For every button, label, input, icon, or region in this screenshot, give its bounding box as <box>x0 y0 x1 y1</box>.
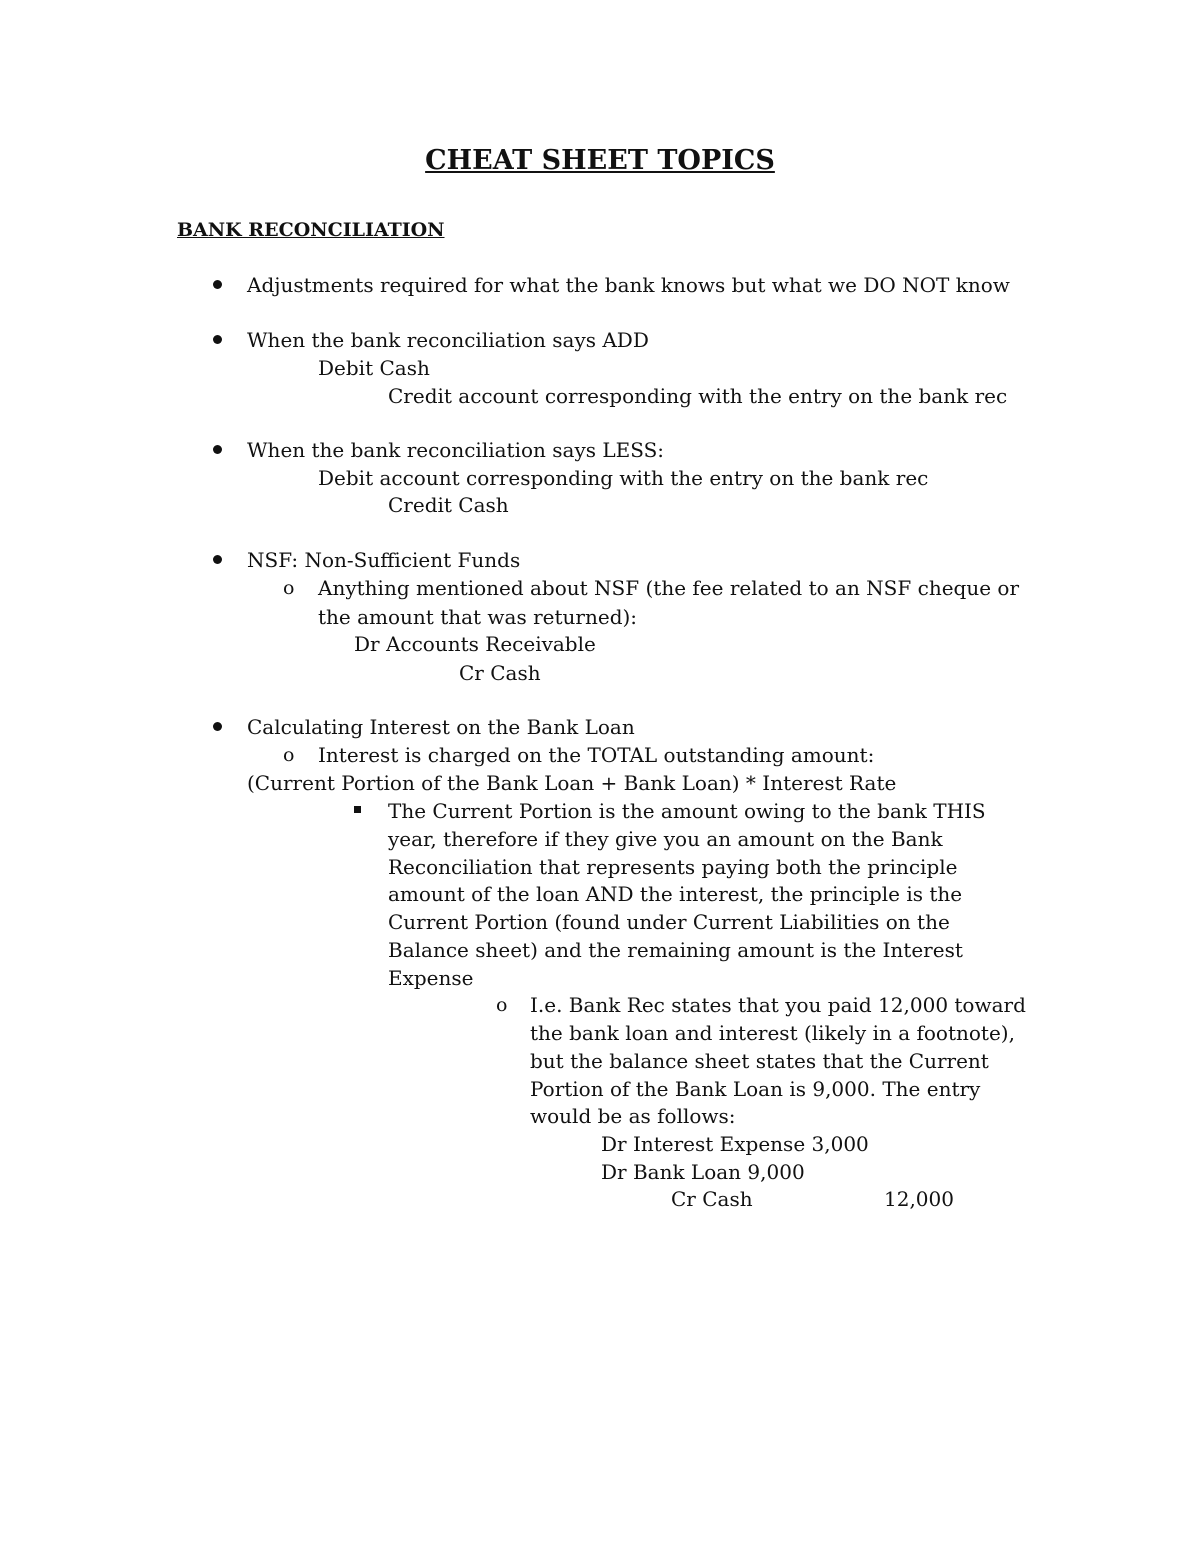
bullet-circle-icon: o <box>283 577 295 599</box>
interest-sub: Interest is charged on the TOTAL outstanding amount: <box>318 743 875 767</box>
explanation-line: Reconciliation that represents paying both the principle <box>388 855 958 879</box>
example-line: Portion of the Bank Loan is 9,000. The entry <box>530 1077 981 1101</box>
bullet-disc-icon <box>213 722 222 731</box>
nsf-credit: Cr Cash <box>459 661 541 685</box>
explanation-line: year, therefore if they give you an amount on the Bank <box>388 827 943 851</box>
add-rule-text: When the bank reconciliation says ADD <box>247 328 649 352</box>
example-line: but the balance sheet states that the Current <box>530 1049 989 1073</box>
interest-text: Calculating Interest on the Bank Loan <box>247 715 635 739</box>
add-rule-credit: Credit account corresponding with the entry on the bank rec <box>388 384 1008 408</box>
example-line: would be as follows: <box>530 1104 736 1128</box>
bullet-disc-icon <box>213 280 222 289</box>
example-line: the bank loan and interest (likely in a footnote), <box>530 1021 1015 1045</box>
explanation-line: Balance sheet) and the remaining amount is the Interest <box>388 938 963 962</box>
explanation-line: amount of the loan AND the interest, the principle is the <box>388 882 963 906</box>
adjustments-text: Adjustments required for what the bank knows but what we DO NOT know <box>247 273 1010 297</box>
bullet-disc-icon <box>213 555 222 564</box>
bullet-disc-icon <box>213 335 222 344</box>
bullet-circle-icon: o <box>496 994 508 1016</box>
less-rule-text: When the bank reconciliation says LESS: <box>247 438 665 462</box>
entry-debit-loan: Dr Bank Loan 9,000 <box>601 1160 805 1184</box>
explanation-line: The Current Portion is the amount owing to the bank THIS <box>388 799 986 823</box>
less-rule-credit: Credit Cash <box>388 493 509 517</box>
page-title: CHEAT SHEET TOPICS <box>425 145 775 176</box>
less-rule-debit: Debit account corresponding with the entry on the bank rec <box>318 466 929 490</box>
explanation-line: Expense <box>388 966 474 990</box>
nsf-sub-line1: Anything mentioned about NSF (the fee related to an NSF cheque or <box>318 576 1020 600</box>
section-heading: BANK RECONCILIATION <box>177 219 445 241</box>
explanation-line: Current Portion (found under Current Liabilities on the <box>388 910 950 934</box>
entry-debit-interest: Dr Interest Expense 3,000 <box>601 1132 869 1156</box>
example-line: I.e. Bank Rec states that you paid 12,000 toward <box>530 993 1026 1017</box>
nsf-debit: Dr Accounts Receivable <box>354 632 596 656</box>
add-rule-debit: Debit Cash <box>318 356 430 380</box>
entry-credit-label: Cr Cash <box>671 1187 753 1211</box>
nsf-text: NSF: Non-Sufficient Funds <box>247 548 521 572</box>
interest-formula: (Current Portion of the Bank Loan + Bank Loan) * Interest Rate <box>247 771 897 795</box>
bullet-circle-icon: o <box>283 744 295 766</box>
entry-credit-amount: 12,000 <box>884 1187 954 1211</box>
bullet-square-icon <box>354 806 361 813</box>
nsf-sub-line2: the amount that was returned): <box>318 605 638 629</box>
bullet-disc-icon <box>213 445 222 454</box>
